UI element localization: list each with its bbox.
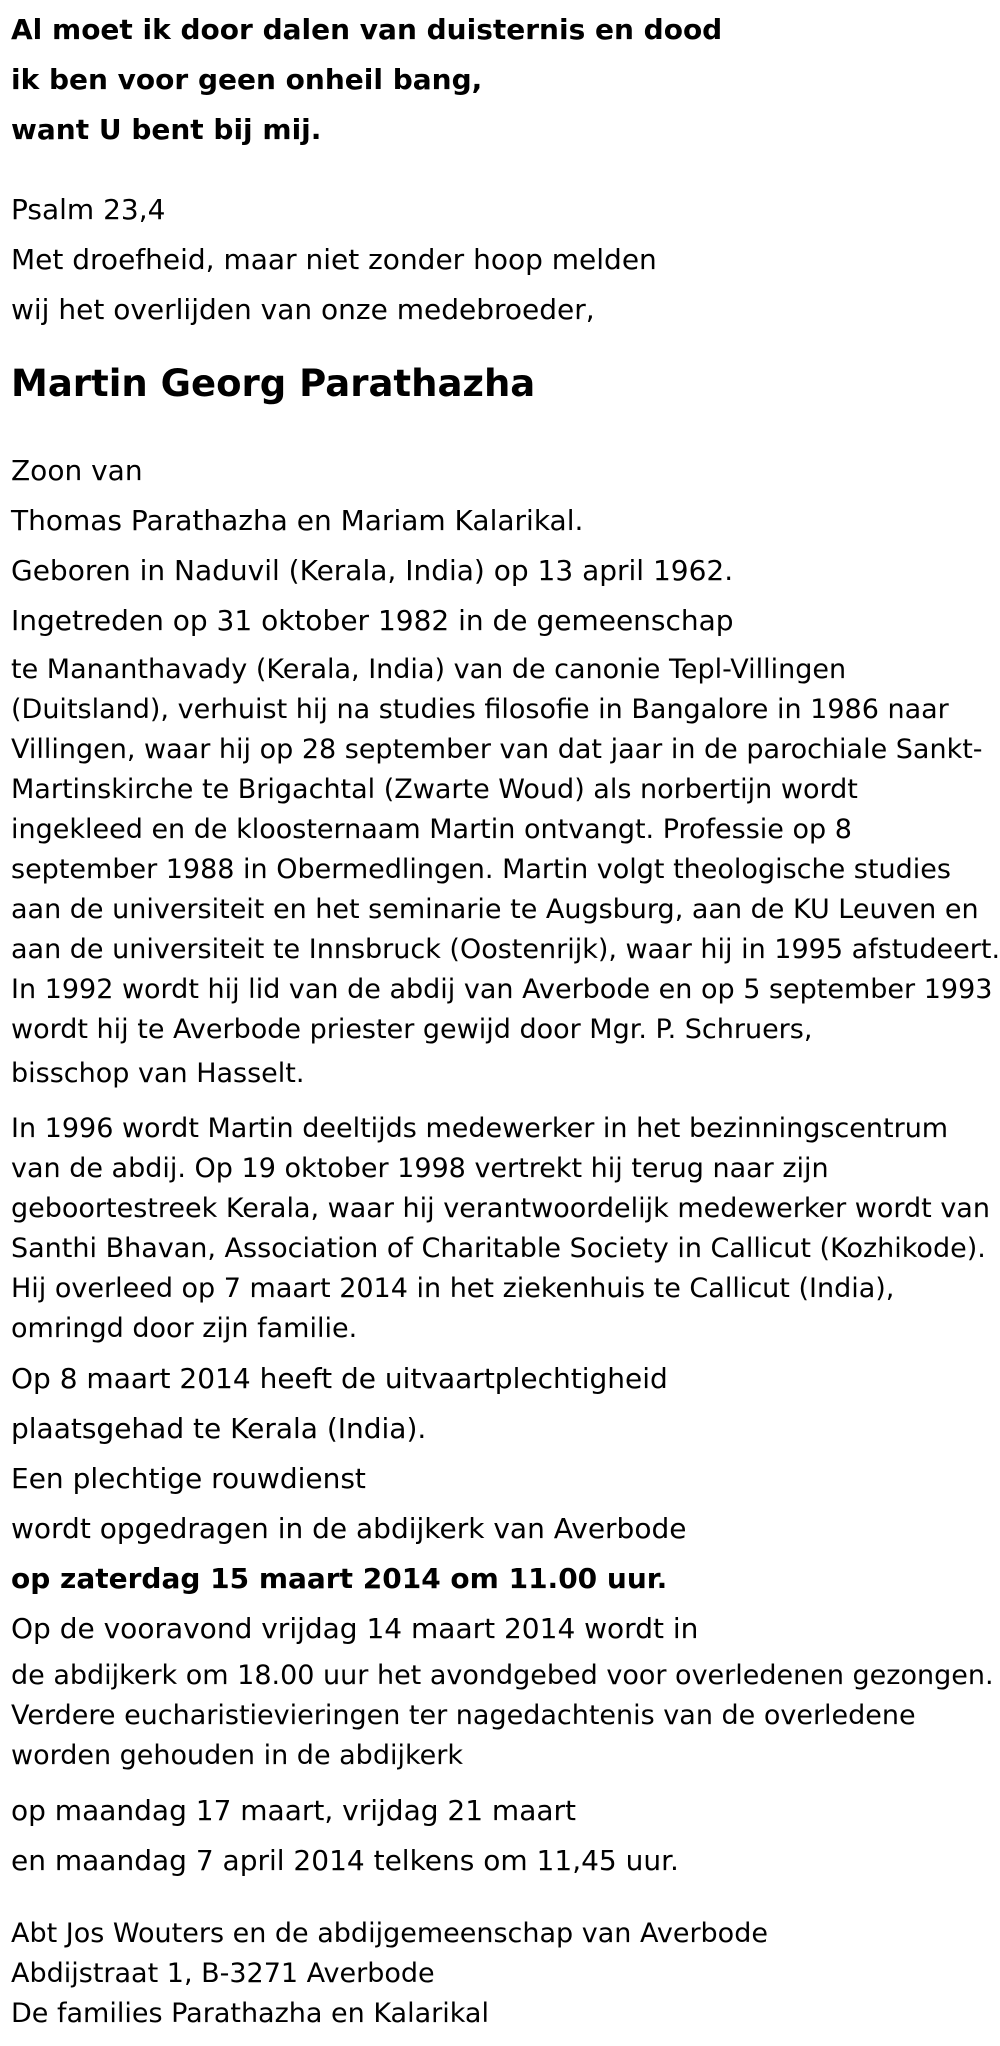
masses-line: op maandag 17 maart, vrijdag 21 maart [11,1794,577,1827]
biography-line: van de abdij. Op 19 oktober 1998 vertrekt hij terug naar zijn [11,1153,829,1184]
biography-line: Hij overleed op 7 maart 2014 in het ziekenhuis te Callicut (India), [11,1273,895,1304]
verse-line-2: ik ben voor geen onheil bang, [11,63,483,96]
biography-line: aan de universiteit en het seminarie te Augsburg, aan de KU Leuven en [11,894,979,925]
biography-line: Santhi Bhavan, Association of Charitable Society in Callicut (Kozhikode). [11,1233,986,1264]
funeral-line: plaatsgehad te Kerala (India). [11,1412,427,1445]
biography-line: wordt hij te Averbode priester gewijd door Mgr. P. Schruers, [11,1014,813,1045]
biography-line: te Mananthavady (Kerala, India) van de canonie Tepl-Villingen [11,654,847,685]
biography-line: aan de universiteit te Innsbruck (Oostenrijk), waar hij in 1995 afstudeert. [11,934,1000,965]
parents-names: Thomas Parathazha en Mariam Kalarikal. [11,504,584,537]
intro-line-1: Met droefheid, maar niet zonder hoop melden [11,243,657,276]
signatory-line: De families Parathazha en Kalarikal [11,1998,489,2029]
signatory-line: Abdijstraat 1, B-3271 Averbode [11,1958,435,1989]
biography-paragraph-1 [11,650,1000,1050]
masses-info [11,1786,679,1886]
parents-label: Zoon van [11,454,143,487]
biography-line: ingekleed en de kloosternaam Martin ontvangt. Professie op 8 [11,814,852,845]
funeral-line: Op 8 maart 2014 heeft de uitvaartplechtigheid [11,1362,668,1395]
funeral-info [11,1354,698,1654]
bishop-line-block [11,1054,304,1094]
birth-info: Geboren in Naduvil (Kerala, India) op 13 april 1962. [11,554,734,587]
entry-info: Ingetreden op 31 oktober 1982 in de gemeenschap [11,604,734,637]
vigil-detail-line: de abdijkerk om 18.00 uur het avondgebed voor overledenen gezongen. [11,1660,994,1691]
vigil-detail-line: Verdere eucharistievieringen ter nagedachtenis van de overledene [11,1700,916,1731]
vigil-detail [11,1656,994,1776]
masses-line: en maandag 7 april 2014 telkens om 11,45 uur. [11,1844,679,1877]
funeral-line: wordt opgedragen in de abdijkerk van Averbode [11,1512,687,1545]
biography-line: In 1992 wordt hij lid van de abdij van Averbode en op 5 september 1993 [11,974,993,1005]
service-date: op zaterdag 15 maart 2014 om 11.00 uur. [11,1562,668,1595]
biography-line: omringd door zijn familie. [11,1313,358,1344]
intro-line-2: wij het overlijden van onze medebroeder, [11,293,595,326]
bishop-line: bisschop van Hasselt. [11,1058,305,1089]
biography-paragraph-2 [11,1109,990,1349]
vigil-line: Op de vooravond vrijdag 14 maart 2014 wordt in [11,1612,699,1645]
verse-line-1: Al moet ik door dalen van duisternis en dood [11,13,723,46]
biography-line: Villingen, waar hij op 28 september van dat jaar in de parochiale Sankt- [11,734,983,765]
deceased-name-block [11,359,535,409]
signatories [11,1914,768,2034]
personal-details [11,446,734,646]
biography-line: geboortestreek Kerala, waar hij verantwoordelijk medewerker wordt van [11,1193,990,1224]
biography-line: In 1996 wordt Martin deeltijds medewerker in het bezinningscentrum [11,1113,949,1144]
verse-line-3: want U bent bij mij. [11,113,322,146]
deceased-name: Martin Georg Parathazha [11,362,536,405]
verse-reference: Psalm 23,4 [11,193,166,226]
biography-line: (Duitsland), verhuist hij na studies filosofie in Bangalore in 1986 naar [11,694,949,725]
signatory-line: Abt Jos Wouters en de abdijgemeenschap van Averbode [11,1918,768,1949]
biography-line: Martinskirche te Brigachtal (Zwarte Woud) als norbertijn wordt [11,774,858,805]
vigil-detail-line: worden gehouden in de abdijkerk [11,1740,463,1771]
verse-reference-block [11,185,657,335]
biography-line: september 1988 in Obermedlingen. Martin volgt theologische studies [11,854,951,885]
funeral-line: Een plechtige rouwdienst [11,1462,366,1495]
psalm-verse [11,5,722,155]
